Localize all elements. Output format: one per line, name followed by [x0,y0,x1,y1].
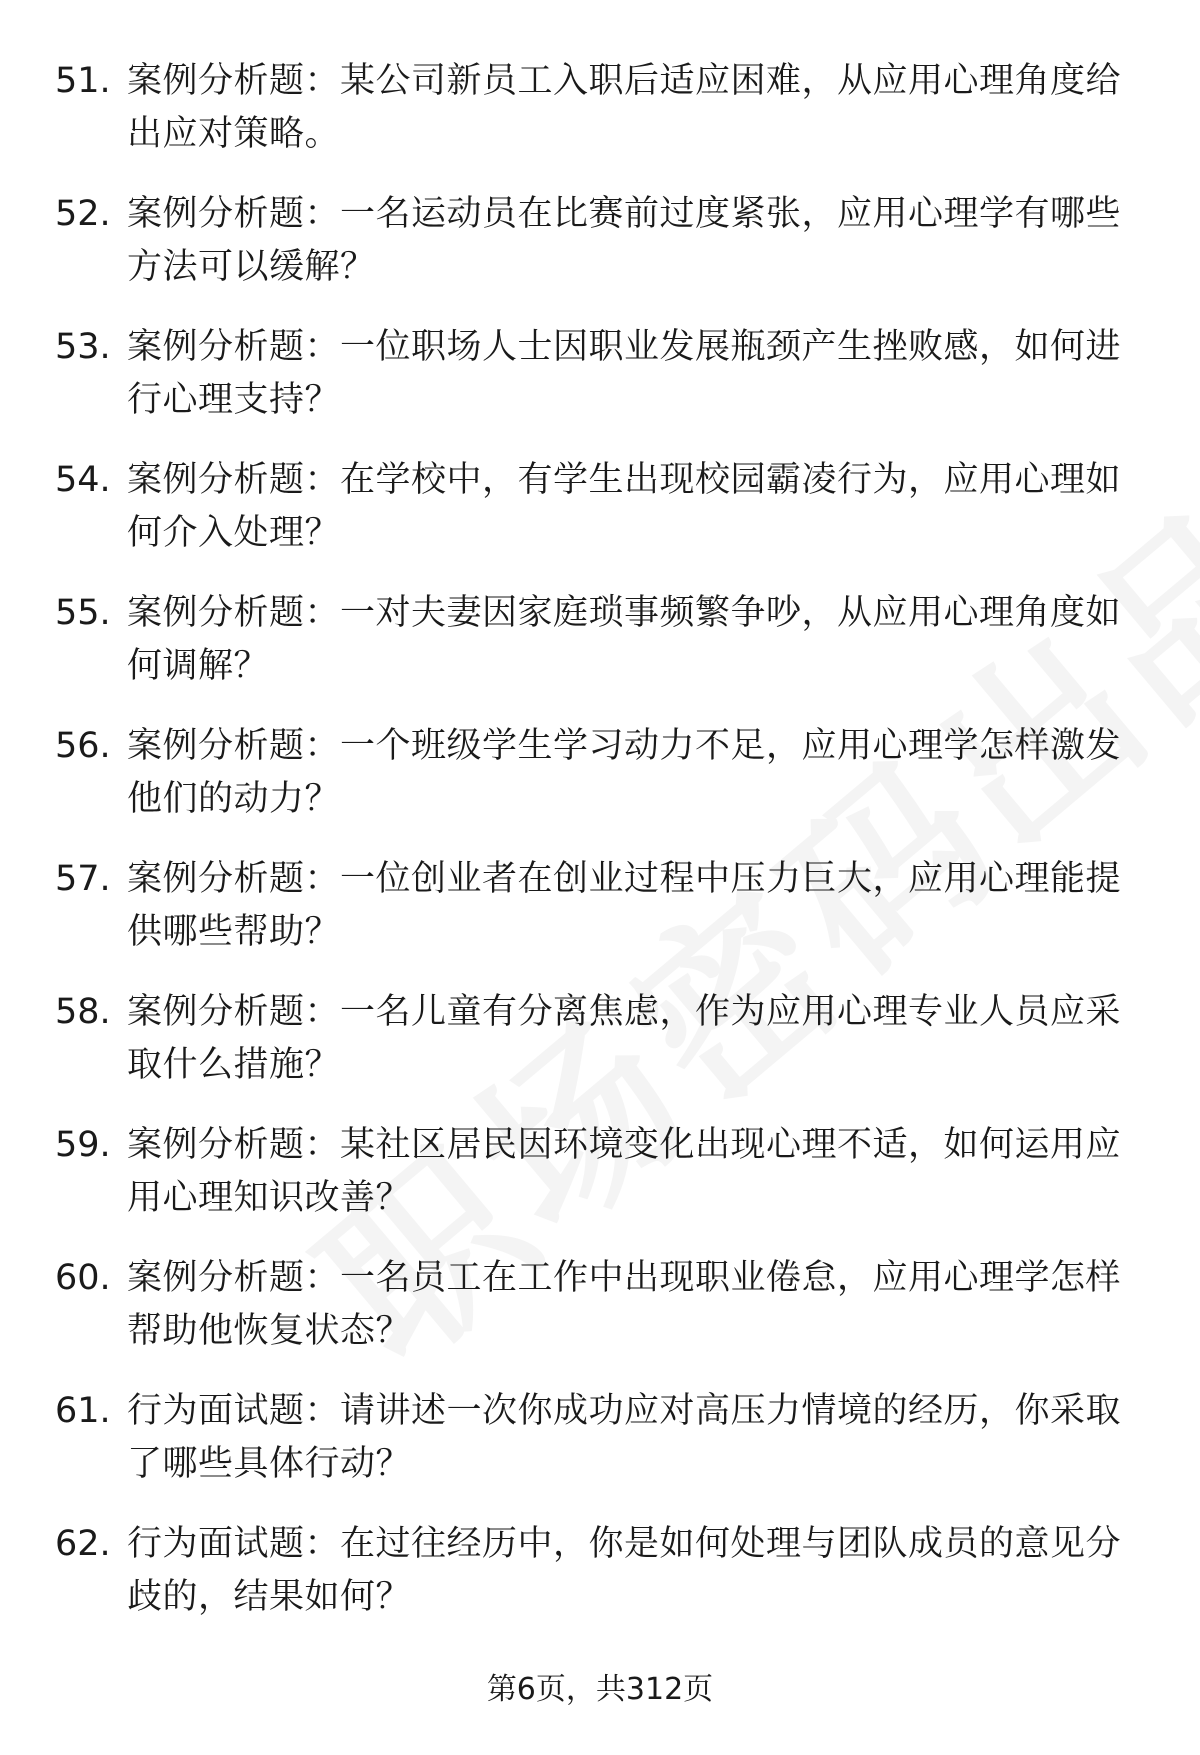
question-list [0,55,1200,1651]
page-footer: 第6页，共312页 [486,1672,714,1707]
question-number: 52. [55,194,111,234]
question-text: 案例分析题：一名运动员在比赛前过度紧张，应用心理学有哪些方法可以缓解？ [127,194,1122,287]
question-text: 案例分析题：一个班级学生学习动力不足，应用心理学怎样激发他们的动力？ [127,726,1122,819]
question-text: 行为面试题：在过往经历中，你是如何处理与团队成员的意见分歧的，结果如何？ [127,1524,1122,1617]
question-text: 案例分析题：某社区居民因环境变化出现心理不适，如何运用应用心理知识改善？ [127,1125,1122,1218]
question-text: 案例分析题：一名员工在工作中出现职业倦怠，应用心理学怎样帮助他恢复状态？ [127,1258,1122,1351]
question-number: 53. [55,327,111,367]
question-number: 60. [55,1258,111,1298]
question-text: 行为面试题：请讲述一次你成功应对高压力情境的经历，你采取了哪些具体行动？ [127,1391,1122,1484]
list-item [0,321,1200,454]
question-text: 案例分析题：一位职场人士因职业发展瓶颈产生挫败感，如何进行心理支持？ [127,327,1122,420]
list-item [0,986,1200,1119]
question-number: 56. [55,726,111,766]
question-text: 案例分析题：一名儿童有分离焦虑，作为应用心理专业人员应采取什么措施？ [127,992,1122,1085]
list-item [0,720,1200,853]
question-number: 51. [55,61,111,101]
question-number: 62. [55,1524,111,1564]
list-item [0,1385,1200,1518]
list-item [0,853,1200,986]
question-text: 案例分析题：一位创业者在创业过程中压力巨大，应用心理能提供哪些帮助？ [127,859,1122,952]
question-number: 58. [55,992,111,1032]
list-item [0,188,1200,321]
question-number: 59. [55,1125,111,1165]
question-number: 57. [55,859,111,899]
list-item [0,1518,1200,1651]
question-number: 55. [55,593,111,633]
question-text: 案例分析题：某公司新员工入职后适应困难，从应用心理角度给出应对策略。 [127,61,1122,154]
list-item [0,587,1200,720]
question-text: 案例分析题：一对夫妻因家庭琐事频繁争吵，从应用心理角度如何调解？ [127,593,1122,686]
list-item [0,1119,1200,1252]
list-item [0,1252,1200,1385]
question-number: 61. [55,1391,111,1431]
list-item [0,454,1200,587]
list-item [0,55,1200,188]
question-number: 54. [55,460,111,500]
question-text: 案例分析题：在学校中，有学生出现校园霸凌行为，应用心理如何介入处理？ [127,460,1122,553]
